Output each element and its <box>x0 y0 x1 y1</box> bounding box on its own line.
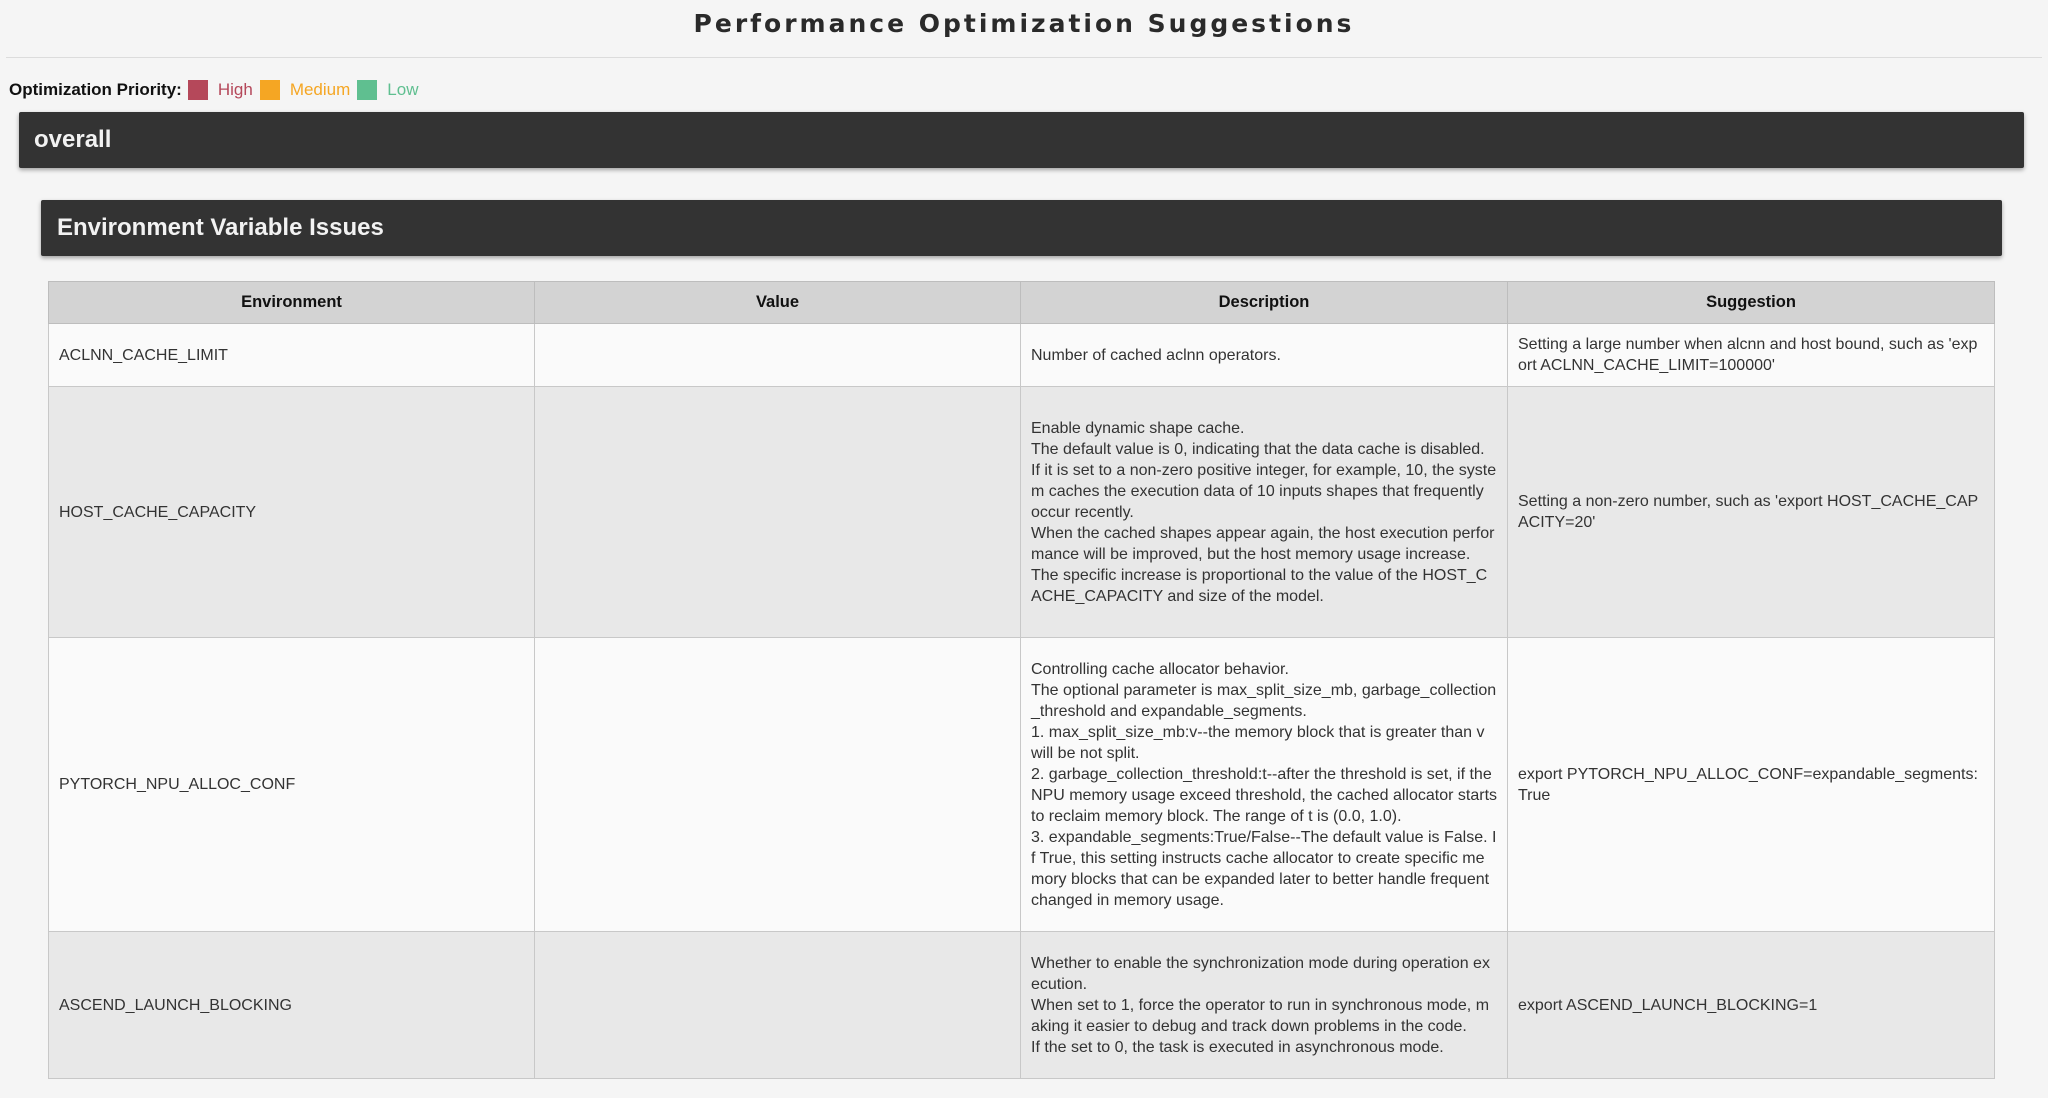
cell-suggestion: export PYTORCH_NPU_ALLOC_CONF=expandable_segments:True <box>1508 638 1995 932</box>
cell-suggestion: export ASCEND_LAUNCH_BLOCKING=1 <box>1508 932 1995 1079</box>
section-env-title: Environment Variable Issues <box>57 214 384 241</box>
cell-description: Controlling cache allocator behavior. The optional parameter is max_split_size_mb, garbage_collection_threshold and expandable_segments. 1. max_split_size_mb:v--the memory block that is greater than v will be not split. 2. garbage_collection_threshold:t--after the threshold is set, if the NPU memory usage exceed threshold, the cached allocator starts to reclaim memory block. The range of t is (0.0, 1.0). 3. expandable_segments:True/False--The default value is False. If True, this setting instructs cache allocator to create specific memory blocks that can be expanded later to better handle frequent changed in memory usage. <box>1021 638 1508 932</box>
table-header-row <box>49 282 1995 324</box>
legend-high-label: High <box>217 80 253 99</box>
table-row <box>49 387 1995 638</box>
cell-value <box>535 324 1021 387</box>
section-env-header[interactable] <box>41 200 2002 256</box>
cell-environment: ASCEND_LAUNCH_BLOCKING <box>49 932 535 1079</box>
low-swatch-icon <box>357 80 377 100</box>
cell-suggestion: Setting a large number when alcnn and host bound, such as 'export ACLNN_CACHE_LIMIT=100000' <box>1508 324 1995 387</box>
env-table-wrapper <box>48 281 1994 1079</box>
legend-item-high <box>188 80 253 100</box>
table-row <box>49 638 1995 932</box>
header-description: Description <box>1021 282 1508 324</box>
cell-value <box>535 387 1021 638</box>
legend-item-medium <box>260 80 350 100</box>
cell-environment: HOST_CACHE_CAPACITY <box>49 387 535 638</box>
cell-description: Number of cached aclnn operators. <box>1021 324 1508 387</box>
high-swatch-icon <box>188 80 208 100</box>
table-row <box>49 932 1995 1079</box>
cell-environment: ACLNN_CACHE_LIMIT <box>49 324 535 387</box>
table-row <box>49 324 1995 387</box>
cell-environment: PYTORCH_NPU_ALLOC_CONF <box>49 638 535 932</box>
cell-value <box>535 932 1021 1079</box>
section-overall-header[interactable] <box>19 112 2024 168</box>
section-overall-title: overall <box>34 126 112 153</box>
cell-suggestion: Setting a non-zero number, such as 'export HOST_CACHE_CAPACITY=20' <box>1508 387 1995 638</box>
header-environment: Environment <box>49 282 535 324</box>
medium-swatch-icon <box>260 80 280 100</box>
cell-description: Enable dynamic shape cache. The default value is 0, indicating that the data cache is disabled. If it is set to a non-zero positive integer, for example, 10, the system caches the execution data of 10 inputs shapes that frequently occur recently. When the cached shapes appear again, the host execution performance will be improved, but the host memory usage increase. The specific increase is proportional to the value of the HOST_CACHE_CAPACITY and size of the model. <box>1021 387 1508 638</box>
legend-low-label: Low <box>387 80 419 99</box>
legend-label: Optimization Priority: <box>9 80 182 99</box>
legend-medium-label: Medium <box>289 80 351 99</box>
header-value: Value <box>535 282 1021 324</box>
priority-legend <box>9 77 2048 103</box>
header-suggestion: Suggestion <box>1508 282 1995 324</box>
legend-item-low <box>357 80 418 100</box>
cell-value <box>535 638 1021 932</box>
page-title: Performance Optimization Suggestions <box>6 0 2042 58</box>
cell-description: Whether to enable the synchronization mode during operation execution. When set to 1, force the operator to run in synchronous mode, making it easier to debug and track down problems in the code. If the set to 0, the task is executed in asynchronous mode. <box>1021 932 1508 1079</box>
env-issues-table <box>48 281 1995 1079</box>
